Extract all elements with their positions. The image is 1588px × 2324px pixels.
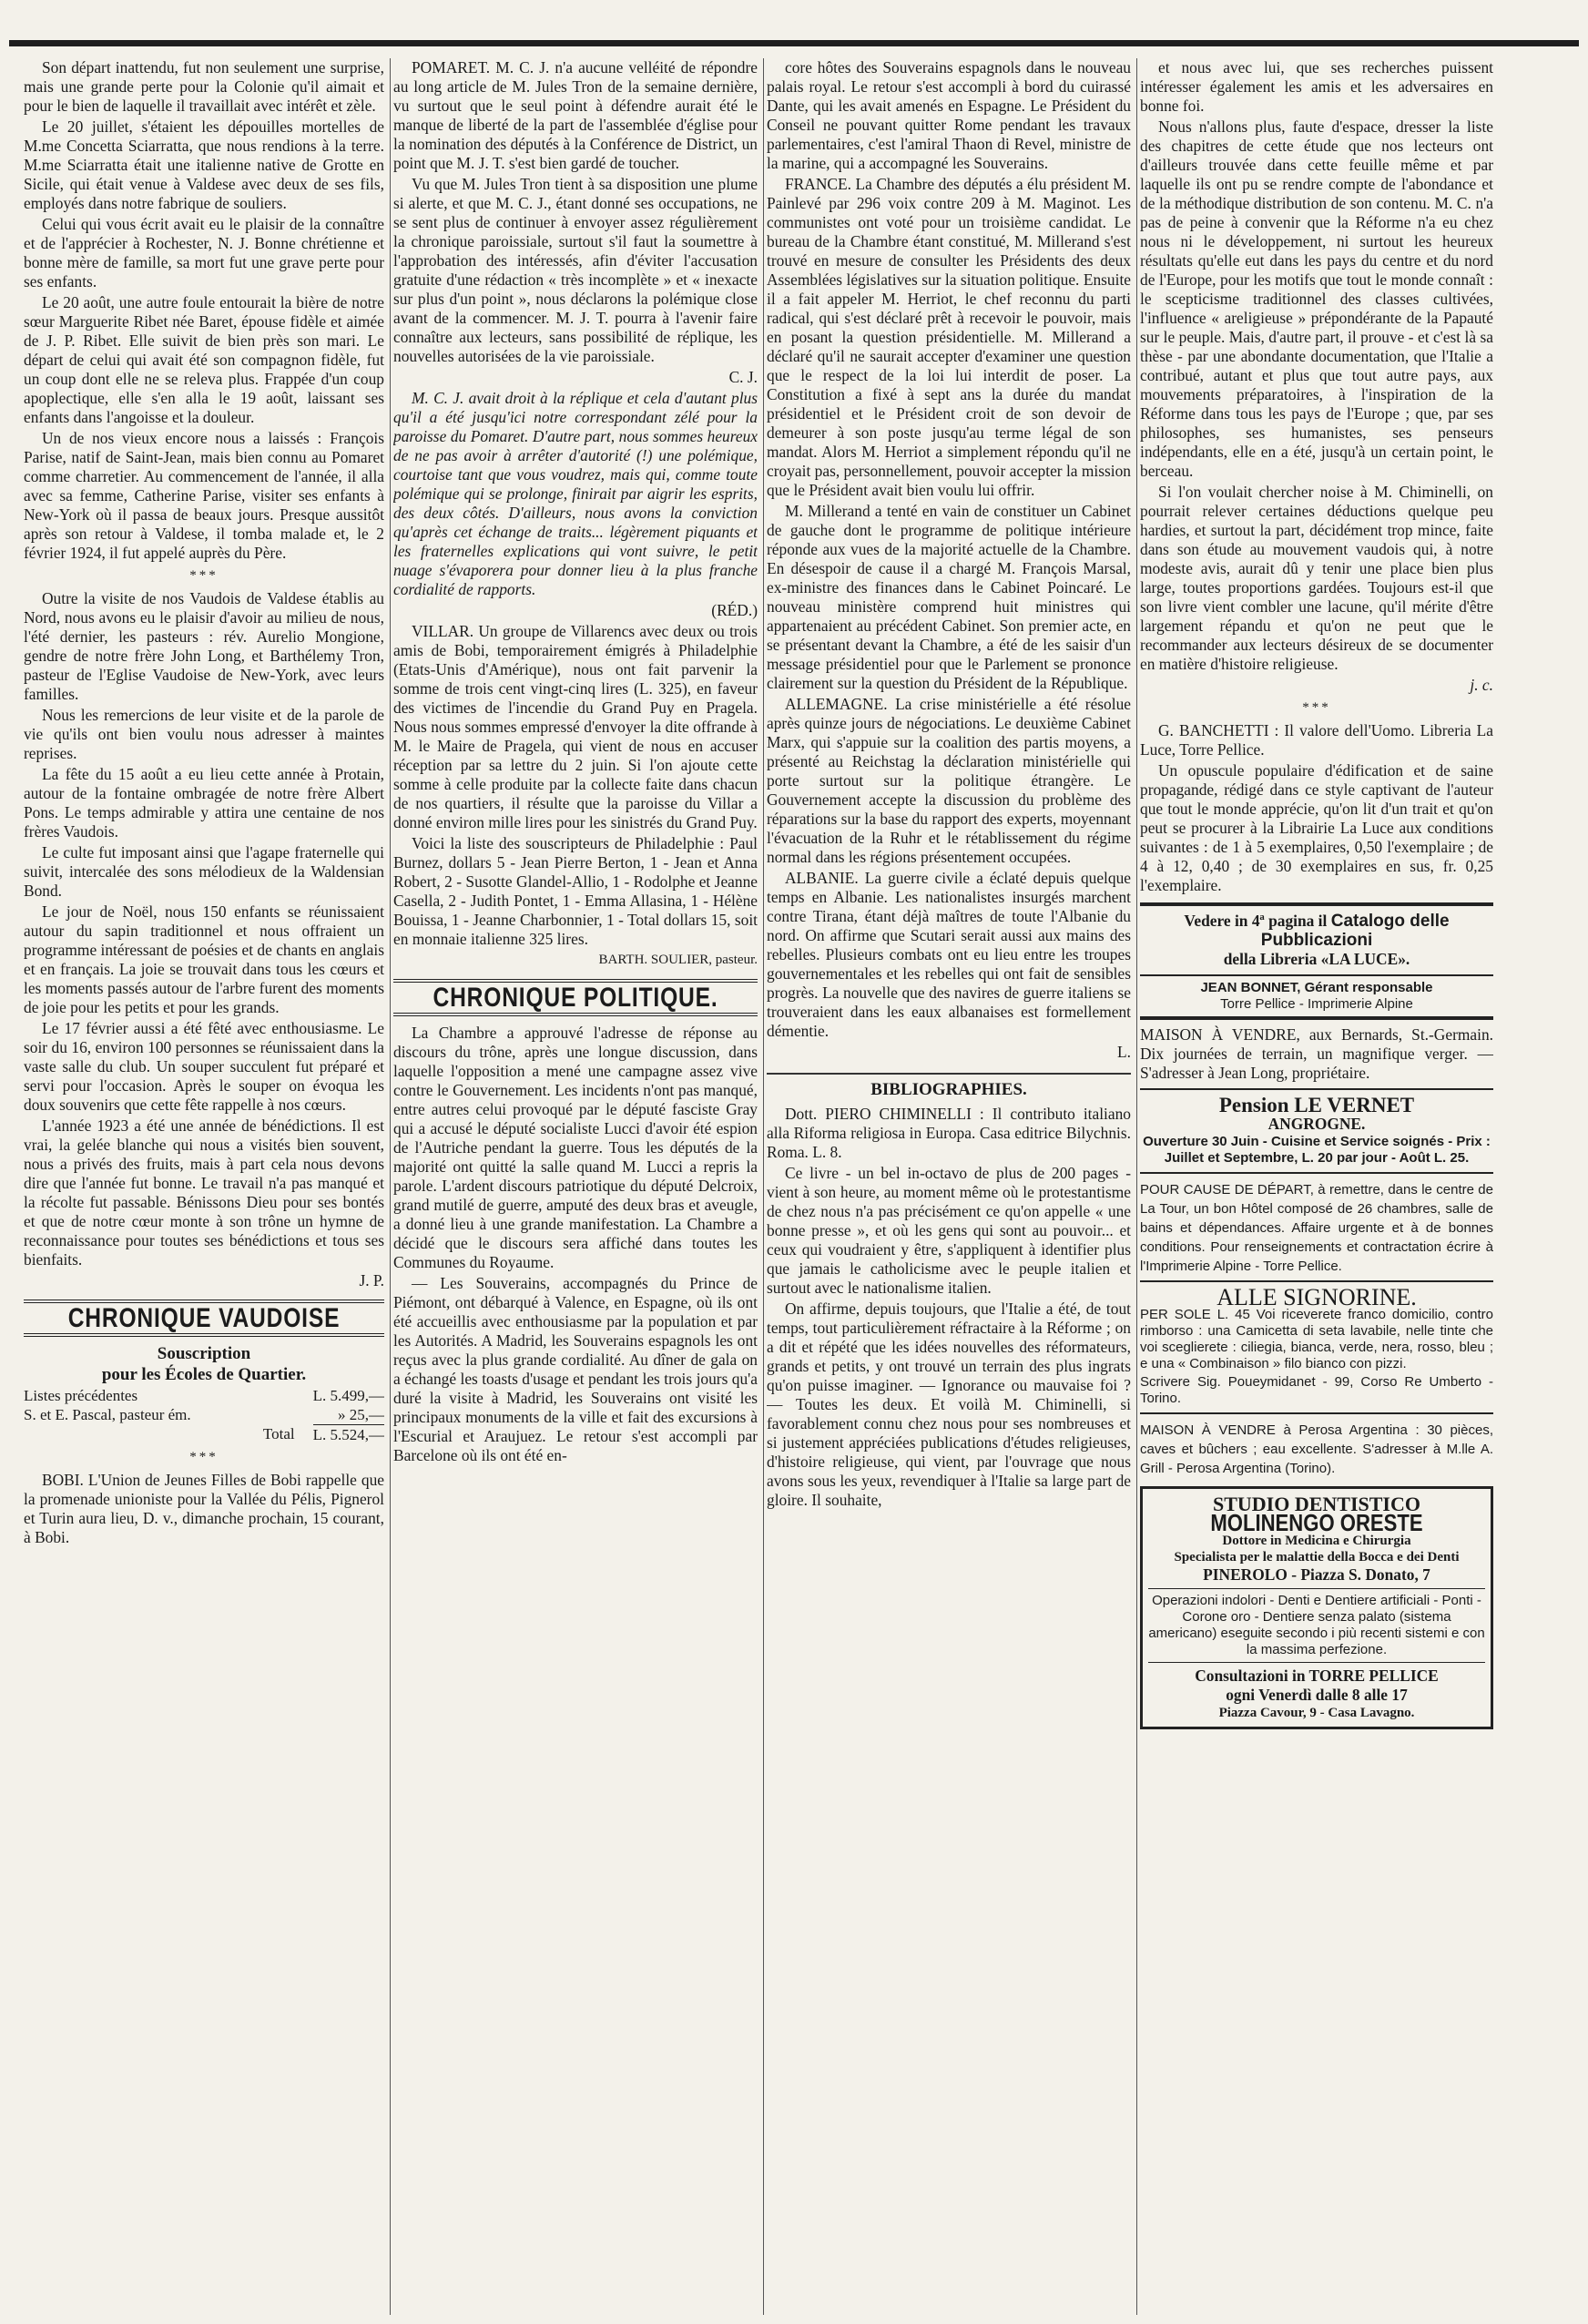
separator-stars: *** bbox=[189, 1450, 219, 1464]
paragraph: Celui qui vous écrit avait eu le plaisir de la connaître et de l'apprécier à Rochester, N. J. Bonne chrétienne et bonne mère de famille, sa mort fut une grave perte pour ses enfants. bbox=[24, 215, 384, 290]
row-value: L. 5.524,— bbox=[312, 1426, 384, 1443]
ad-name: MOLINENGO ORESTE bbox=[1210, 1509, 1423, 1536]
editor-note: M. C. J. avait droit à la réplique et cela d'autant plus qu'il a été jusqu'ici notre correspondant zélé pour la paroisse du Pomaret. D'autre part, nous sommes heureux de ne pas avoir à arrêter d'autorité (!) une polémique, courtoise tant que vous voudrez, mais qui, comme toute polémique qui se prolonge, finirait par aigrir les esprits, des deux côtés. D'ailleurs, nous avons la conviction qu'après cet échange de traits... légèrement piquants et les fraternelles explications qui vont suivre, le petit nuage s'évaporera pour donner lieu à la plus franche cordialité de rapports. bbox=[393, 389, 758, 598]
ad-signorine bbox=[1140, 1280, 1493, 1412]
ad-text: Dottore in Medicina e Chirurgia bbox=[1222, 1534, 1411, 1548]
paragraph: POMARET. M. C. J. n'a aucune velléité de répondre au long article de M. Jules Tron de la semaine dernière, vu surtout que le seul point à défendre aurait été le manque de liberté de la part de l'assemblée d'église pour la nomination des députés à la Conférence de District, un point que M. J. T. s'est bien gardé de toucher. bbox=[393, 58, 758, 172]
paragraph: Le 17 février aussi a été fêté avec enthousiasme. Le soir du 16, environ 100 personnes se réunissaient dans la vaste salle du club. Un souper succulent fut préparé et servi pour l'occasion. Après le souper on évoqua les doux souvenirs que cette fête rappelle à nos cœurs. bbox=[24, 1019, 384, 1114]
paragraph: Son départ inattendu, fut non seulement une surprise, mais une grande perte pour la Colonie qu'il aimait et pour le bien de laquelle il travaillait avec intérêt et zèle. bbox=[24, 58, 384, 115]
section-title: CHRONIQUE VAUDOISE bbox=[67, 1303, 341, 1333]
paragraph: Vu que M. Jules Tron tient à sa disposition une plume si alerte, et que M. C. J., étant donné ses occupations, ne se sent plus de continuer à envoyer assez régulièrement la chronique paroissiale, surtout s'il faut la soumettre à l'approbation des intéressés, afin d'éviter l'accusation gratuite d'une rédaction « très incomplète » et « inexacte sur plus d'un point », nous déclarons la polémique close avant de la commencer. M. J. T. pourra à l'avenir faire connaître aux lecteurs, sans possibilité de réplique, les nouvelles autorisées de la vie paroissiale. bbox=[393, 175, 758, 365]
ad-maison-bernards bbox=[1140, 1018, 1493, 1088]
ad-address: Piazza Cavour, 9 - Casa Lavagno. bbox=[1218, 1706, 1415, 1720]
ad-text: ogni Venerdì dalle 8 alle 17 bbox=[1226, 1686, 1408, 1704]
ad-text: Vedere in 4ª pagina il bbox=[1184, 912, 1328, 930]
paragraph: FRANCE. La Chambre des députés a élu président M. Painlevé par 296 voix contre 209 à M. Maginot. Les communistes ont voté pour un troisième candidat. Le bureau de la Chambre étant constitué, M. Millerand s'est trouvé en mesure de consulter les Présidents des deux Assemblées législatives sur la situation politique. Ensuite il a fait appeler M. Herriot, le chef reconnu du parti radical, qui s'est déclaré prêt à recevoir le pouvoir, mais en posant la question présidentielle. M. Millerand a déclaré qu'il ne saurait accepter d'examiner une question que le respect de la loi lui interdit de poser. La Constitution a fixé à sept ans la durée du mandat présidentiel et le Président croit de son devoir de demeurer à son poste jusqu'au terme légal de son mandat. Alors M. Herriot a simplement répondu qu'il ne croyait pas, personnellement, pouvoir accepter la mission que le Président avait bien voulu lui offrir. bbox=[767, 175, 1131, 499]
column-4 bbox=[1140, 58, 1493, 2315]
subscription-row bbox=[24, 1405, 384, 1424]
separator-stars: *** bbox=[189, 568, 219, 583]
paragraph: Le jour de Noël, nous 150 enfants se réunissaient autour du sapin traditionnel et nous offraient un programme intéressant de poésies et de chants en anglais et en français. La joie se trouvait dans tous les cœurs et les moments passés autour de l'arbre furent des moments de joie pour les petits et pour les grands. bbox=[24, 902, 384, 1016]
paragraph: et nous avec lui, que ses recherches puissent intéresser également les amis et les adversaires en bonne foi. bbox=[1140, 58, 1493, 115]
ad-text: Ouverture 30 Juin - Cuisine et Service soignés - Prix : Juillet et Septembre, L. 20 par jour - Août L. 25. bbox=[1143, 1134, 1491, 1166]
ad-text: POUR CAUSE DE DÉPART, à remettre, dans le centre de La Tour, un bon Hôtel composé de 26 chambres, salle de bains et dépendances. Affaire urgente et à de bonnes conditions. Pour renseignements et contractation écrire à l'Imprimerie Alpine - Torre Pellice. bbox=[1140, 1182, 1493, 1274]
ad-title: STUDIO DENTISTICO bbox=[1212, 1493, 1420, 1515]
section-title: CHRONIQUE POLITIQUE. bbox=[433, 983, 718, 1013]
gerant-line: JEAN BONNET, Gérant responsable bbox=[1140, 974, 1493, 996]
paragraph: La fête du 15 août a eu lieu cette année à Protain, autour de la fontaine ombragée de notre frère Albert Pons. Le temps admirable y attira une centaine de nos frères Vaudois. bbox=[24, 765, 384, 841]
paragraph: core hôtes des Souverains espagnols dans le nouveau palais royal. Le retour s'est accompli à bord du cuirassé Dante, qui les avait amenés en Espagne. Le Président du Conseil ne pouvant quitter Rome pendant les travaux parlementaires, c'est l'amiral Thaon di Revel, ministre de la marine, qui a accompagné les Souverains. bbox=[767, 58, 1131, 172]
paragraph: ALBANIE. La guerre civile a éclaté depuis quelque temps en Albanie. Les nationalistes insurgés marchent contre Tirana, étant déjà maîtres de toute l'Albanie du nord. On affirme que Scutari serait aussi aux mains des rebelles. Plusieurs combats ont eu lieu entre les troupes gouvernementales et les rebelles qui ont fait de sensibles progrès. La nouvelle que des navires de guerre italiens se trouveraient dans les eaux albanaises est formellement démentie. bbox=[767, 869, 1131, 1040]
ad-catalogo bbox=[1140, 902, 1493, 974]
ad-title: Pension LE VERNET bbox=[1218, 1094, 1415, 1116]
paragraph: Outre la visite de nos Vaudois de Valdese établis au Nord, nous avons eu le plaisir d'avoir au milieu de nous, l'été dernier, les pasteurs : rév. Aurelio Mongione, gendre de notre frère John Long, et Barthélemy Tron, pasteur de l'Eglise Vaudoise de New-York, avec leurs familles. bbox=[24, 589, 384, 703]
ad-title: ALLE SIGNORINE. bbox=[1216, 1284, 1417, 1310]
paragraph: Nous n'allons plus, faute d'espace, dresser la liste des chapitres de cette étude que nos lecteurs ont d'ailleurs trouvée dans cette feuille même et par laquelle ils ont pu se rendre compte de l'abondance et de la méthodique distribution de son contenu. M. C. n'a pas de peine à convenir que la Réforme n'a eu chez nous ni le développement, ni surtout les heureux résultats qu'elle eut dans les pays du centre et du nord de l'Europe, pour les motifs que tout le monde connaît : le scepticisme traditionnel des classes cultivées, l'influence « areligieuse » prépondérante de la Papauté sur le peuple. Mais, d'autre part, il prouve - et c'est là sa thèse - par une abondante documentation, que l'Italie a contribué, autant et plus que tout autre pays, aux mouvements préparatoires, à l'inspiration de la Réforme dans tous les pays de l'Europe ; que, par ses philosophes, ses humanistes, ses penseurs indépendants, elle en a été, jusqu'à un certain point, le berceau. bbox=[1140, 117, 1493, 480]
ad-text: MAISON À VENDRE, aux Bernards, St.-Germain. Dix journées de terrain, un magnifique verger. — S'adresser à Jean Long, propriétaire. bbox=[1140, 1025, 1493, 1082]
paragraph: BOBI. L'Union de Jeunes Filles de Bobi rappelle que la promenade unioniste pour la Vallée du Pélis, Pignerol et Turin aura lieu, D. v., dimanche prochain, 15 courant, à Bobi. bbox=[24, 1471, 384, 1546]
paragraph: Voici la liste des souscripteurs de Philadelphie : Paul Burnez, dollars 5 - Jean Pierre Berton, 1 - Jean et Anna Robert, 2 - Susotte Glandel-Allio, 1 - Rodolphe et Jeanne Casella, 2 - Judith Pontet, 1 - Emma Allasina, 1 - Hélène Bouissa, 1 - Jeanne Charbonnier, 1 - Total dollars 15, soit en monnaie italienne 325 lires. bbox=[393, 834, 758, 948]
paragraph: Si l'on voulait chercher noise à M. Chiminelli, on pourrait relever certaines déductions quelque peu hardies, et surtout la part, décidément trop mince, faite dans son étude au mouvement vaudois qui, à notre modeste avis, aurait dû y tenir une place bien plus large, toutes proportions gardées. Toujours est-il que son livre vient combler une lacune, qu'il mérite d'être largement répandu et qu'on ne peut que le recommander aux lecteurs désireux de se documenter en matière d'histoire religieuse. bbox=[1140, 483, 1493, 673]
ad-text: della Libreria «LA LUCE». bbox=[1223, 950, 1410, 968]
column-divider bbox=[1136, 58, 1137, 2315]
ad-text: Consultazioni in TORRE PELLICE bbox=[1148, 1662, 1485, 1686]
paragraph: L'année 1923 a été une année de bénédictions. Il est vrai, la gelée blanche qui nous a visités bien souvent, nous a privés des fruits, mais à part cela nous devons dire que l'année fut bonne. Le travail n'a pas manqué et la récolte fut passable. Bénissons Dieu pour ses bontés et que de notre cœur monte à son trône un hymne de reconnaissance pour toutes ses bénédictions et tous ses bienfaits. bbox=[24, 1116, 384, 1269]
ad-text: Catalogo delle Pubblicazioni bbox=[1260, 912, 1450, 950]
paragraph: M. Millerand a tenté en vain de constituer un Cabinet de gauche dont le programme de politique intérieure réponde aux vues de la majorité actuelle de la Chambre. En désespoir de cause il a chargé M. François Marsal, ex-ministre des finances dans le Cabinet Poincaré. Le nouveau ministère comprend huit ministres qui appartenaient au précédent Cabinet. Son premier acte, en se présentant devant la Chambre, a été de les saisir d'un message présidentiel pour que le Parlement se prononce clairement sur la question du Président de la République. bbox=[767, 502, 1131, 692]
ad-hotel bbox=[1140, 1172, 1493, 1280]
paragraph: Un de nos vieux encore nous a laissés : François Parise, natif de Saint-Jean, mais bien connu au Pomaret comme charretier. Au commencement de l'année, il alla avec sa femme, Catherine Parise, visiter ses enfants à New-York où il passa de beaux jours. Presque aussitôt après son retour à Valdese, il tomba malade et, le 2 février 1924, il fut appelé auprès du Père. bbox=[24, 429, 384, 562]
bibliographies-title: BIBLIOGRAPHIES. bbox=[767, 1073, 1131, 1099]
row-value: L. 5.499,— bbox=[312, 1387, 384, 1404]
ad-text: PER SOLE L. 45 Voi riceverete franco domicilio, contro rimborso : una Camicetta di seta lavabile, nelle tinte che voi sceglierete : ciliegia, bianca, verde, nera, rosso, bleu ; e una « Combinaison » filo bianco con pizzi. bbox=[1140, 1307, 1493, 1371]
section-header bbox=[24, 1300, 384, 1337]
row-label: S. et E. Pascal, pasteur ém. bbox=[24, 1406, 191, 1423]
ad-address: PINEROLO - Piazza S. Donato, 7 bbox=[1203, 1565, 1430, 1584]
section-header bbox=[393, 979, 758, 1016]
signature: J. P. bbox=[359, 1271, 384, 1289]
ad-dentist bbox=[1140, 1486, 1493, 1729]
paragraph: VILLAR. Un groupe de Villarencs avec deux ou trois amis de Bobi, temporairement émigrés à Philadelphie (Etats-Unis d'Amérique), nous ont fait parvenir la somme de trois cent vingt-cinq lires (L. 325), en faveur des victimes de l'incendie du Grand Puy en Pragela. Nous nous sommes empressé d'envoyer la dite offrande à M. le Maire de Pragela, qui vient de nous en accuser réception par sa lettre du 2 juin. Si l'on ajoute cette somme à celle produite par la collecte faite dans chacun de nos quartiers, il résulte que la paroisse du Villar a donné environ mille lires pour les sinistrés du Grand Puy. bbox=[393, 622, 758, 831]
book-reference: Dott. PIERO CHIMINELLI : Il contributo italiano alla Riforma religiosa in Europa. Casa editrice Bilychnis. Roma. L. 8. bbox=[767, 1105, 1131, 1161]
column-3 bbox=[767, 58, 1131, 2315]
separator-stars: *** bbox=[1302, 700, 1331, 715]
paragraph: Ce livre - un bel in-octavo de plus de 200 pages - vient à son heure, au moment même où le protestantisme de chez nous n'a pas précisément ce qu'on appelle « une bonne presse », et où les gens qui sont au pouvoir... et ceux qui voudraient y être, s'appliquent à identifier plus que jamais le catholicisme avec le peuple italien et surtout avec le nationalisme italien. bbox=[767, 1164, 1131, 1297]
ad-pension bbox=[1140, 1088, 1493, 1172]
column-2 bbox=[393, 58, 758, 2315]
row-label: Total bbox=[262, 1425, 295, 1442]
column-1 bbox=[24, 58, 384, 2315]
ad-maison-perosa bbox=[1140, 1412, 1493, 1483]
paragraph: Nous les remercions de leur visite et de la parole de vie qu'ils ont bien voulu nous adresser à maintes reprises. bbox=[24, 706, 384, 762]
subscription-row bbox=[24, 1386, 384, 1405]
signature: (RÉD.) bbox=[711, 601, 758, 619]
ad-place: ANGROGNE. bbox=[1267, 1115, 1366, 1133]
imprimerie-line: Torre Pellice - Imprimerie Alpine bbox=[1140, 996, 1493, 1018]
signature: C. J. bbox=[728, 368, 758, 386]
column-divider bbox=[390, 58, 391, 2315]
paragraph: La Chambre a approuvé l'adresse de réponse au discours du trône, après une longue discussion, dans laquelle l'opposition a mené une campagne assez vive contre le Gouvernement. Les incidents n'ont pas manqué, entre autres celui provoqué par le député fasciste Gray qui a accusé le député socialiste Lucci d'avoir été espion de l'Autriche pendant la guerre. Tous les députés de la majorité ont quitté la salle quand M. Lucci a repris la parole. L'ardent discours patriotique du député Delcroix, grand mutilé de guerre, amputé des deux bras et aveugle, a donné lieu à une grande manifestation. La Chambre a décidé que le discours sera affiché dans toutes les Communes du Royaume. bbox=[393, 1024, 758, 1271]
subscription-total-row bbox=[24, 1424, 384, 1444]
book-reference: G. BANCHETTI : Il valore dell'Uomo. Libreria La Luce, Torre Pellice. bbox=[1140, 721, 1493, 759]
paragraph: Le 20 août, une autre foule entourait la bière de notre sœur Marguerite Ribet née Baret, épouse fidèle et aimée de J. P. Ribet. Elle suivit de bien près son mari. Le départ de celui qui avait été son compagnon fidèle, fut un coup dont elle ne se releva plus. Frappée d'un coup apoplectique, elle s'en alla le 19 août, laissant ses enfants dans l'angoisse et la douleur. bbox=[24, 293, 384, 426]
paragraph: ALLEMAGNE. La crise ministérielle a été résolue après quinze jours de négociations. Le deuxième Cabinet Marx, qui s'appuie sur la coalition des partis moyens, a présenté au Reichstag la déclaration ministérielle qui porte surtout sur la politique étrangère. Le Gouvernement accepte la discussion du problème des réparations sur la base du rapport des experts, moyennant l'évacuation de la Ruhr et le rétablissement du régime normal dans les régions présentement occupées. bbox=[767, 695, 1131, 866]
paragraph: On affirme, depuis toujours, que l'Italie a été, de tout temps, tout particulièrement réfractaire à la Réforme ; on a dit et répété que les idées nouvelles des réformateurs, grands et petits, y ont trouvé un terrain des plus ingrats qu'on puisse imaginer. — Ignorance ou mauvaise foi ? — Toutes les deux. Et voilà M. Chiminelli, si favorablement connu chez nous pour ses nombreuses et si justement appréciées publications d'études religieuses, d'histoire religieuse, qui vient, par l'ouvrage que nous avons sous les yeux, revendiquer à l'Italie sa large part de gloire. Il souhaite, bbox=[767, 1300, 1131, 1509]
paragraph: Le culte fut imposant ainsi que l'agape fraternelle qui suivit, intercalée des sons mélodieux de la Waldensian Bond. bbox=[24, 843, 384, 900]
signature: BARTH. SOULIER, pasteur. bbox=[598, 953, 758, 967]
subscription-title: Souscription bbox=[157, 1344, 251, 1363]
ad-text: Operazioni indolori - Denti e Dentiere artificiali - Ponti - Corone oro - Dentiere senza palato (sistema americano) eseguite secondo i più recenti sistemi e con la massima perfezione. bbox=[1148, 1588, 1485, 1658]
subscription-subtitle: pour les Écoles de Quartier. bbox=[101, 1365, 307, 1384]
paragraph: Un opuscule populaire d'édification et de saine propagande, rédigé dans ce style captivant de l'auteur que tout le monde apprécie, qu'on lit d'un trait et qu'on peut se procurer à la Librairie La Luce aux conditions suivantes : de 1 à 5 exemplaires, 0,50 l'exemplaire ; de 4 à 12, 0,40 ; de 30 exemplaires en sus, fr. 0,25 l'exemplaire. bbox=[1140, 761, 1493, 894]
ad-text: Specialista per le malattie della Bocca e dei Denti bbox=[1174, 1550, 1460, 1565]
ad-address: Scrivere Sig. Poueymidanet - 99, Corso Re Umberto - Torino. bbox=[1140, 1374, 1493, 1406]
paragraph: Le 20 juillet, s'étaient les dépouilles mortelles de M.me Concetta Sciarratta, que nous rendions à la terre. M.me Sciarratta était une italienne native de Grotte en Sicile, qui était venue à Valdese avec deux de ses fils, employés dans notre fabrique de souliers. bbox=[24, 117, 384, 212]
signature: j. c. bbox=[1470, 676, 1493, 694]
row-label: Listes précédentes bbox=[24, 1387, 138, 1404]
signature: L. bbox=[1117, 1043, 1131, 1061]
ad-text: MAISON À VENDRE à Perosa Argentina : 30 pièces, caves et bûchers ; eau excellente. S'adresser à M.lle A. Grill - Perosa Argentina (Torino). bbox=[1140, 1422, 1493, 1476]
column-divider bbox=[763, 58, 764, 2315]
top-rule bbox=[9, 40, 1579, 46]
row-value: » 25,— bbox=[338, 1406, 384, 1423]
paragraph: — Les Souverains, accompagnés du Prince de Piémont, ont débarqué à Valence, en Espagne, où ils ont été accueillis avec enthousiasme par la population et par les Autorités. A Madrid, les Souverains espagnols les ont reçus avec la plus grande cordialité. Au dîner de gala on a échangé les toasts d'usage et pendant les trois jours qu'a duré la visite à Madrid, les Souverains ont visité les principaux monuments de la ville et fait des excursions à l'Escurial et Araujuez. Le retour s'est accompli par Barcelone où ils ont été en- bbox=[393, 1274, 758, 1464]
